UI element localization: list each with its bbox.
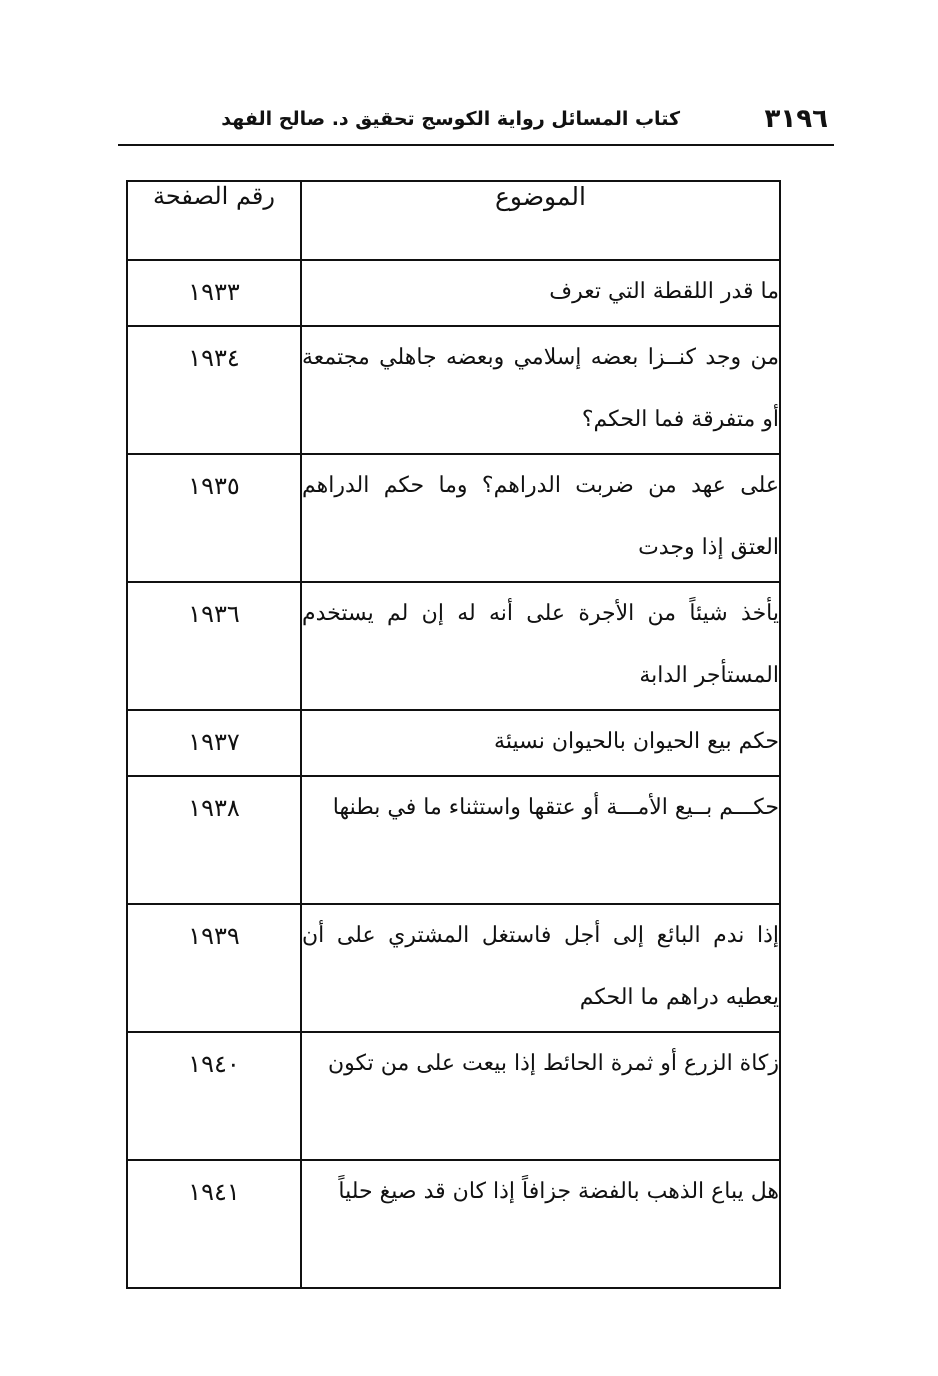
column-header-topic: الموضوع (301, 181, 780, 260)
page-cell: ١٩٣٦ (127, 582, 301, 710)
page-cell: ١٩٤١ (127, 1160, 301, 1288)
topic-cell: من وجد كنــزا بعضه إسلامي وبعضه جاهلي مجتمعة أو متفرقة فما الحكم؟ (301, 326, 780, 454)
table-row (127, 776, 780, 904)
page-cell: ١٩٣٤ (127, 326, 301, 454)
page-cell: ١٩٤٠ (127, 1032, 301, 1160)
page-cell: ١٩٣٧ (127, 710, 301, 776)
page-cell: ١٩٣٥ (127, 454, 301, 582)
topic-cell: ما قدر اللقطة التي تعرف (301, 260, 780, 326)
table-row (127, 454, 780, 582)
topic-cell: هل يباع الذهب بالفضة جزافاً إذا كان قد صيغ حلياً (301, 1160, 780, 1288)
page-cell: ١٩٣٨ (127, 776, 301, 904)
page-cell: ١٩٣٩ (127, 904, 301, 1032)
topic-cell: على عهد من ضربت الدراهم؟ وما حكم الدراهم العتق إذا وجدت (301, 454, 780, 582)
topic-cell: حكـــم بــيع الأمـــة أو عتقها واستثناء ما في بطنها (301, 776, 780, 904)
topic-cell: حكم بيع الحيوان بالحيوان نسيئة (301, 710, 780, 776)
book-title: كتاب المسائل رواية الكوسج تحقيق د. صالح الفهد (221, 108, 680, 130)
topic-cell: يأخذ شيئاً من الأجرة على أنه له إن لم يستخدم المستأجر الدابة (301, 582, 780, 710)
topic-cell: إذا ندم البائع إلى أجل فاستغل المشتري على أن يعطيه دراهم ما الحكم (301, 904, 780, 1032)
table-row (127, 582, 780, 710)
table-row (127, 1032, 780, 1160)
table-header-row (127, 181, 780, 260)
table-row (127, 904, 780, 1032)
running-header (118, 100, 834, 146)
column-header-page: رقم الصفحة (127, 181, 301, 260)
page-number: ٣١٩٦ (764, 104, 828, 134)
index-table (126, 180, 781, 1289)
table-row (127, 260, 780, 326)
table-row (127, 710, 780, 776)
topic-cell: زكاة الزرع أو ثمرة الحائط إذا بيعت على من تكون (301, 1032, 780, 1160)
page-cell: ١٩٣٣ (127, 260, 301, 326)
table-row (127, 326, 780, 454)
table-row (127, 1160, 780, 1288)
